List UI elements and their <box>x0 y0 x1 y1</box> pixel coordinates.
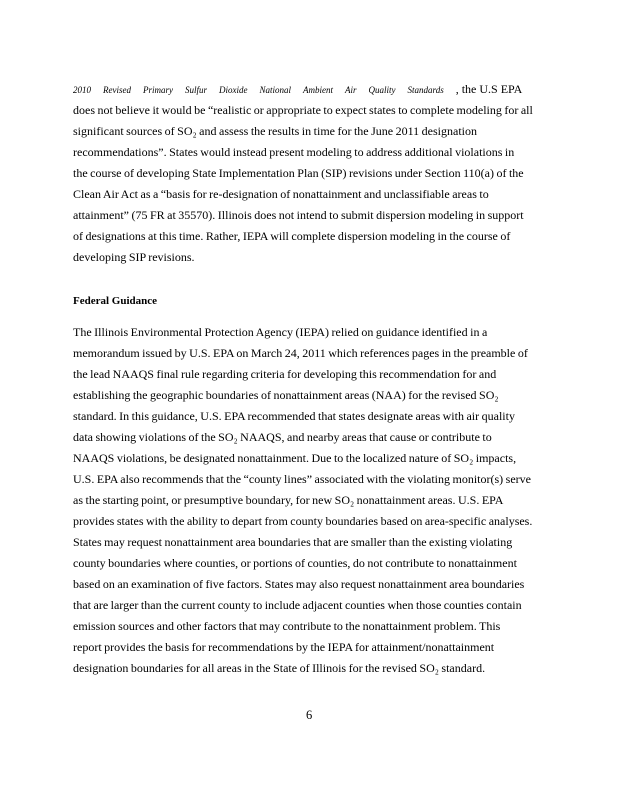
italic-word: Ambient <box>303 85 334 95</box>
section-heading: Federal Guidance <box>73 295 158 307</box>
text-line: data showing violations of the SO₂ NAAQS, and nearby areas that cause or contribute to <box>73 430 492 444</box>
italic-word: Revised <box>103 85 131 95</box>
paragraph-2 <box>73 322 608 679</box>
italic-word: Air <box>345 85 357 95</box>
citation-line <box>73 82 603 97</box>
text-line: States may request nonattainment area boundaries that are smaller than the existing violating <box>73 535 513 549</box>
text-line: report provides the basis for recommendations by the IEPA for attainment/nonattainment <box>73 640 495 654</box>
text-line: provides states with the ability to depart from county boundaries based on area-specific analyses. <box>73 514 533 528</box>
text-line: designation boundaries for all areas in the State of Illinois for the revised SO₂ standard. <box>73 661 486 675</box>
paragraph-1 <box>73 100 608 268</box>
italic-word: 2010 <box>73 85 91 95</box>
italic-word: Dioxide <box>219 85 248 95</box>
text-line: standard. In this guidance, U.S. EPA recommended that states designate areas with air quality <box>73 409 515 423</box>
text-line: significant sources of SO₂ and assess the results in time for the June 2011 designation <box>73 124 477 138</box>
text-line: of designations at this time. Rather, IEPA will complete dispersion modeling in the course of <box>73 229 511 243</box>
text-line: establishing the geographic boundaries of nonattainment areas (NAA) for the revised SO₂ <box>73 388 499 402</box>
italic-word: National <box>259 85 292 95</box>
text-line: memorandum issued by U.S. EPA on March 24, 2011 which references pages in the preamble of <box>73 346 528 360</box>
text-line: developing SIP revisions. <box>73 250 195 264</box>
text-line: Clean Air Act as a “basis for re-designation of nonattainment and unclassifiable areas to <box>73 187 489 201</box>
text-line: that are larger than the current county to include adjacent counties when those counties contain <box>73 598 522 612</box>
text-line: as the starting point, or presumptive boundary, for new SO₂ nonattainment areas. U.S. EPA <box>73 493 504 507</box>
italic-word: Sulfur <box>184 85 207 95</box>
text-line: based on an examination of five factors. States may also request nonattainment area boundaries <box>73 577 525 591</box>
text-line: the lead NAAQS final rule regarding criteria for developing this recommendation for and <box>73 367 497 381</box>
text-line: The Illinois Environmental Protection Agency (IEPA) relied on guidance identified in a <box>73 325 488 339</box>
text-line: does not believe it would be “realistic or appropriate to expect states to complete modeling for all <box>73 103 533 117</box>
text-line: recommendations”. States would instead present modeling to address additional violations in <box>73 145 515 159</box>
italic-word: Standards <box>407 85 444 95</box>
text-line: U.S. EPA also recommends that the “county lines” associated with the violating monitor(s) serve <box>73 472 531 486</box>
italic-word: Primary <box>142 85 173 95</box>
italic-word: Quality <box>368 85 396 95</box>
text-line: NAAQS violations, be designated nonattainment. Due to the localized nature of SO₂ impacts, <box>73 451 517 465</box>
text-line: county boundaries where counties, or portions of counties, do not contribute to nonattainment <box>73 556 517 570</box>
text-line: attainment” (75 FR at 35570). Illinois does not intend to submit dispersion modeling in support <box>73 208 524 222</box>
citation-tail: , the U.S EPA <box>455 82 523 96</box>
text-line: emission sources and other factors that may contribute to the nonattainment problem. This <box>73 619 501 633</box>
page-number: 6 <box>306 708 313 722</box>
text-line: the course of developing State Implementation Plan (SIP) revisions under Section 110(a) of the <box>73 166 524 180</box>
